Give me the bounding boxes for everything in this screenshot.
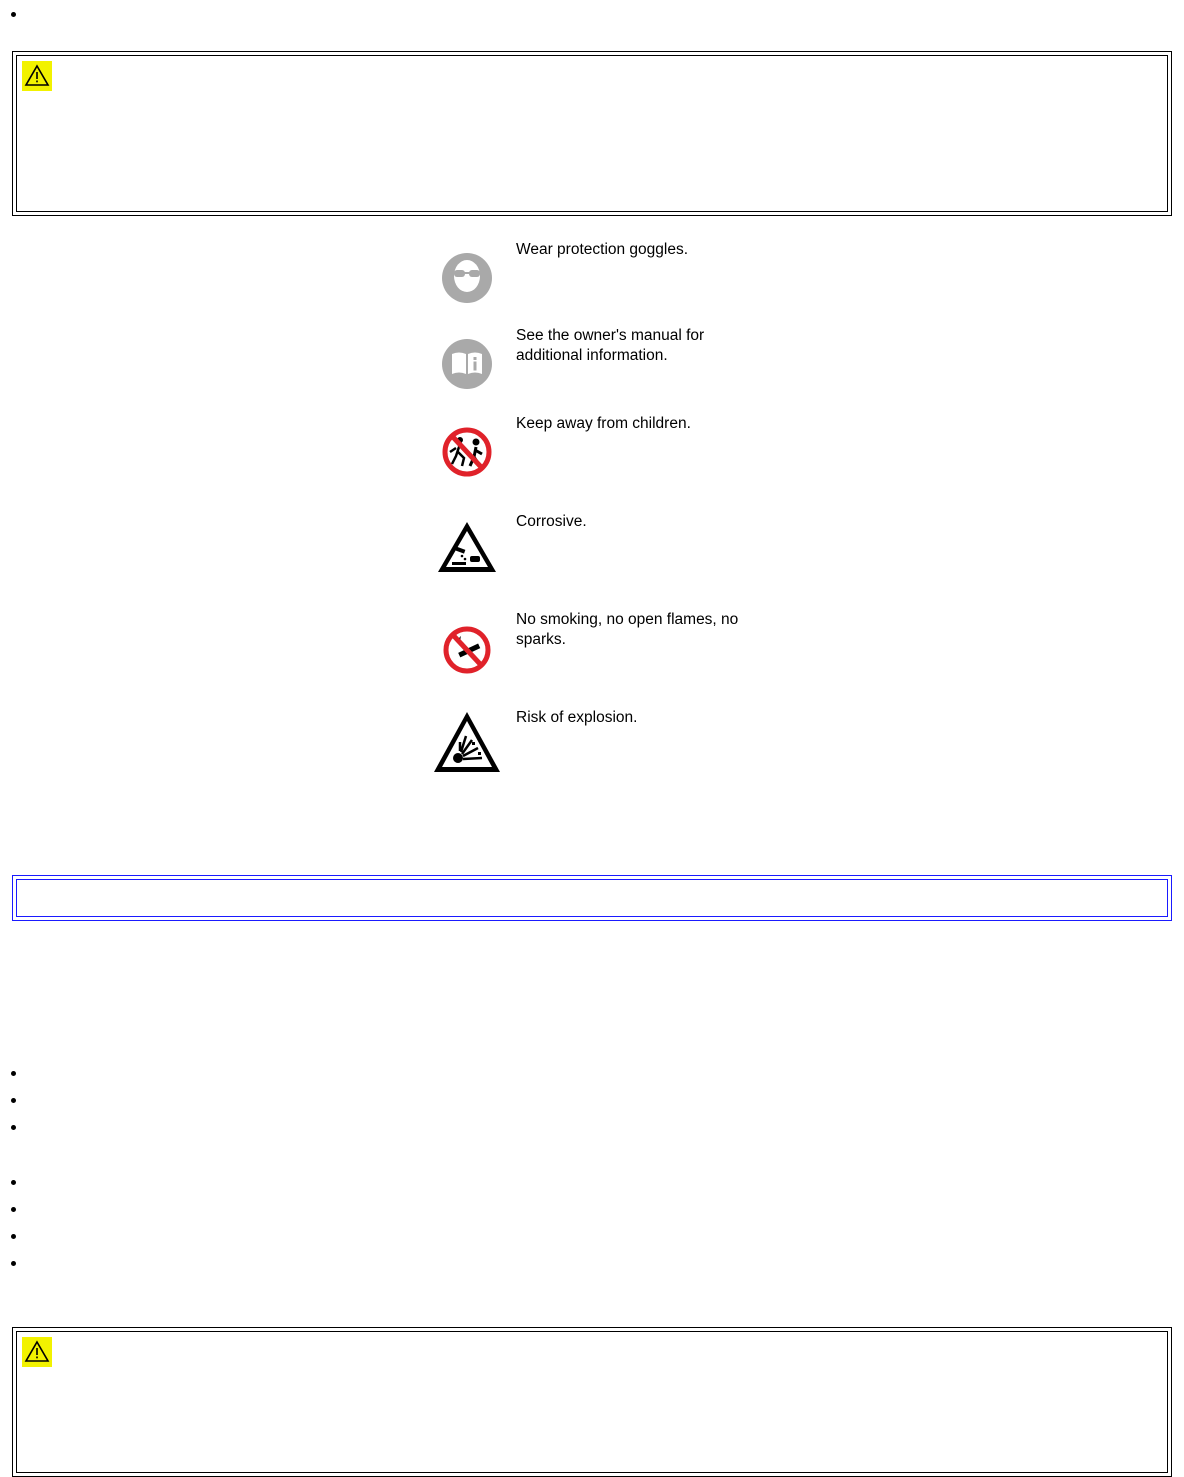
no-children-icon [432,412,502,482]
list-bullet [11,12,16,17]
warning-box [12,51,1172,216]
note-box [12,875,1172,921]
symbol-label: No smoking, no open flames, no sparks. [516,611,739,648]
explosion-icon [432,706,502,776]
list-bullet [11,1234,16,1239]
list-bullet [11,1261,16,1266]
goggles-icon [432,238,502,308]
list-bullet [11,1180,16,1185]
symbol-label: Risk of explosion. [516,709,638,726]
symbol-label: Wear protection goggles. [516,241,689,258]
corrosive-icon [432,510,502,580]
list-bullet [11,1071,16,1076]
symbol-label: See the owner's manual for additional information. [516,327,705,364]
symbol-label: Corrosive. [516,513,587,530]
warning-triangle-icon [22,1337,52,1367]
symbol-label: Keep away from children. [516,415,691,432]
manual-icon [432,324,502,394]
list-bullet [11,1098,16,1103]
list-bullet [11,1207,16,1212]
no-smoking-icon [432,608,502,678]
list-bullet [11,1125,16,1130]
warning-triangle-icon [22,61,52,91]
warning-box [12,1327,1172,1477]
